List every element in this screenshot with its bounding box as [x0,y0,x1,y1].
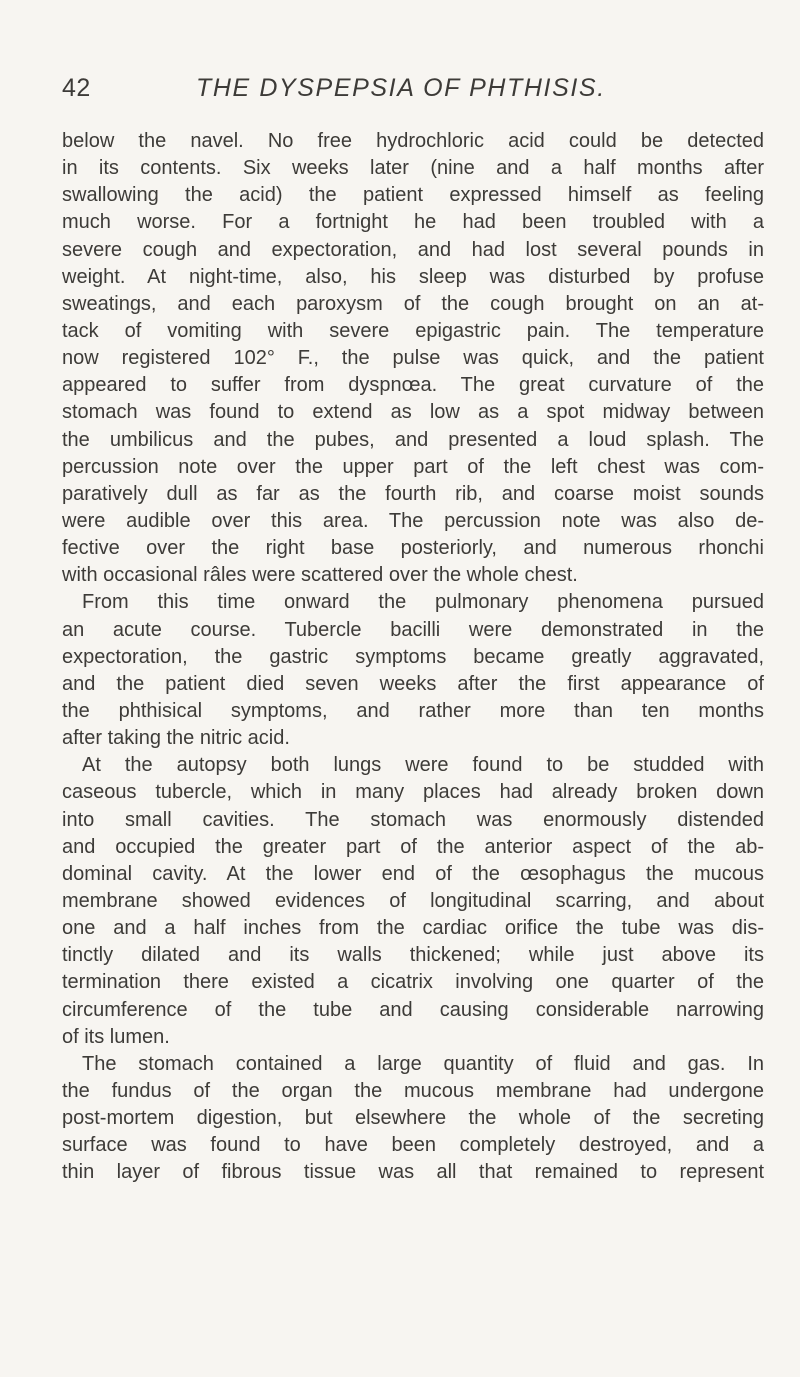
text-line: fective over the right base posteriorly, and numerous rhonchi [62,537,764,560]
text-line: percussion note over the upper part of the left chest was com- [62,455,764,478]
text-line: an acute course. Tubercle bacilli were demonstrated in the [62,618,764,641]
running-head: THE DYSPEPSIA OF PHTHISIS. [196,74,606,102]
text-line: membrane showed evidences of longitudinal scarring, and about [62,889,764,912]
text-line: after taking the nitric acid. [62,727,290,750]
text-line: now registered 102° F., the pulse was quick, and the patient [62,347,764,370]
text-line: The stomach contained a large quantity of fluid and gas. In [82,1052,764,1075]
text-line: below the navel. No free hydrochloric acid could be detected [62,130,764,152]
text-line: in its contents. Six weeks later (nine and a half months after [62,157,764,180]
text-line: At the autopsy both lungs were found to be studded with [82,754,764,777]
text-line: and the patient died seven weeks after the first appearance of [62,672,764,695]
text-line: expectoration, the gastric symptoms became greatly aggravated, [62,645,764,668]
text-line: one and a half inches from the cardiac orifice the tube was dis- [62,917,764,940]
text-line: From this time onward the pulmonary phenomena pursued [82,591,764,614]
text-line: appeared to suffer from dyspnœa. The great curvature of the [62,374,764,397]
text-line: tack of vomiting with severe epigastric pain. The temperature [62,319,764,342]
text-line: swallowing the acid) the patient expressed himself as feeling [62,184,764,207]
text-line: with occasional râles were scattered over the whole chest. [62,564,578,587]
text-line: much worse. For a fortnight he had been troubled with a [62,211,764,234]
text-line: into small cavities. The stomach was enormously distended [62,808,764,831]
page-number: 42 [62,74,91,102]
text-line: severe cough and expectoration, and had lost several pounds in [62,238,764,261]
text-line: circumference of the tube and causing considerable narrowing [62,998,764,1021]
text-line: stomach was found to extend as low as a spot midway between [62,401,764,424]
text-line: sweatings, and each paroxysm of the cough brought on an at- [62,292,764,315]
text-line: paratively dull as far as the fourth rib, and coarse moist sounds [62,482,764,505]
body-text [62,128,764,1186]
text-line: termination there existed a cicatrix involving one quarter of the [62,971,764,994]
text-line: surface was found to have been completely destroyed, and a [62,1134,764,1157]
text-line: the fundus of the organ the mucous membrane had undergone [62,1079,764,1102]
text-line: weight. At night-time, also, his sleep was disturbed by profuse [62,265,764,288]
text-line: caseous tubercle, which in many places had already broken down [62,781,764,804]
text-line: thin layer of fibrous tissue was all that remained to represent [62,1161,764,1184]
text-line: the umbilicus and the pubes, and presented a loud splash. The [62,428,764,451]
text-line: post-mortem digestion, but elsewhere the whole of the secreting [62,1107,764,1130]
text-line: dominal cavity. At the lower end of the œsophagus the mucous [62,862,764,885]
page-header [62,74,762,114]
text-line: of its lumen. [62,1025,170,1048]
text-line: were audible over this area. The percussion note was also de- [62,509,764,532]
text-line: tinctly dilated and its walls thickened; while just above its [62,944,764,967]
text-line: and occupied the greater part of the anterior aspect of the ab- [62,835,764,858]
text-line: the phthisical symptoms, and rather more than ten months [62,699,764,722]
